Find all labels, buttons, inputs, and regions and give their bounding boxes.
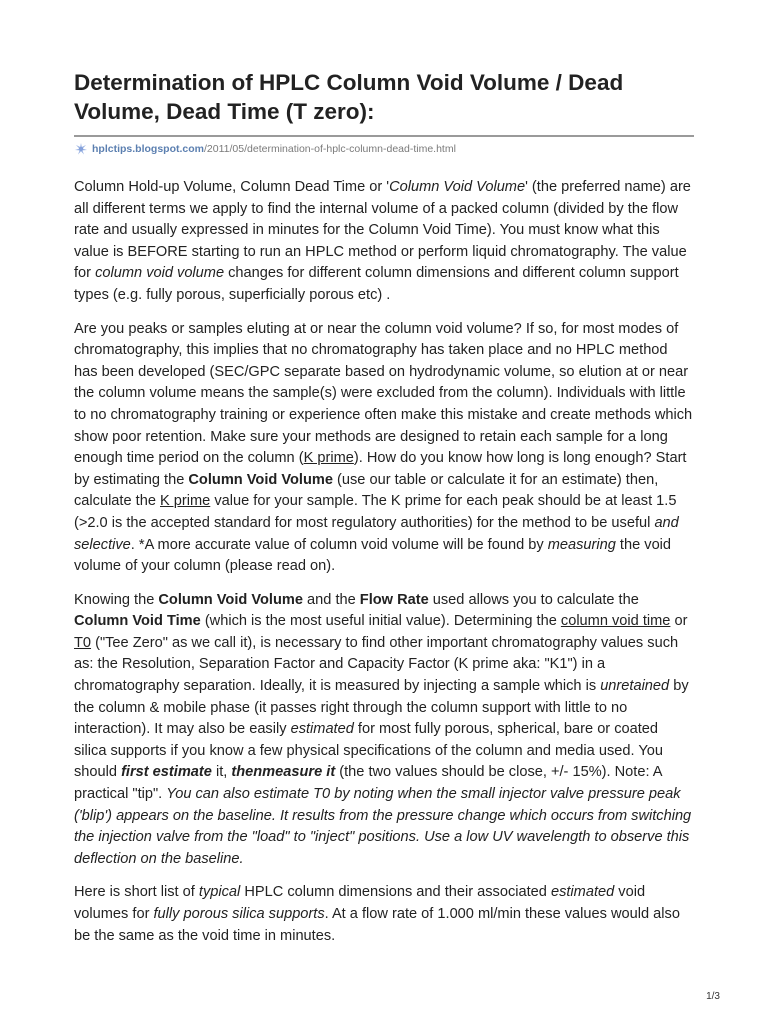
source-path[interactable]: /2011/05/determination-of-hplc-column-dead-time.html xyxy=(204,143,456,155)
paragraph-intro: Column Hold-up Volume, Column Dead Time or 'Column Void Volume' (the preferred name) are all different terms we apply to find the internal volume of a packed column (divided by the flow rate and usually expressed in minutes for the Column Void Time). You must know what this value is BEFORE starting to run an HPLC method or perform liquid chromatography. The value for column void volume changes for different column dimensions and different column support types (e.g. fully porous, superficially porous etc) . xyxy=(74,179,691,303)
blogger-favicon-icon xyxy=(74,142,88,156)
t0-link[interactable]: T0 xyxy=(74,634,92,651)
source-domain[interactable]: hplctips.blogspot.com xyxy=(92,143,204,155)
document-page xyxy=(74,68,694,947)
paragraph-void-time: Knowing the Column Void Volume and the Flow Rate used allows you to calculate the Column Void Time (which is the most useful initial value). Determining the column void time or T0 ("Tee Zero" as we call it), is necessary to find other important chromatography values such as: the Resolution, Separation Factor and Capacity Factor (K prime aka: "K1") in a chromatography separation. Ideally, it is measured by injecting a sample which is unretained by the column & mobile phase (it passes right through the column support with little to no interaction). It may also be easily estimated for most fully porous, spherical, bare or coated silica supports if you know a few physical specifications of the column and media used. You should first estimate it, thenmeasure it (the two values should be close, +/- 15%). Note: A practical "tip". You can also estimate T0 by noting when the small injector valve pressure peak ('blip') appears on the baseline. It results from the pressure change which occurs from switching the injection valve from the "load" to "inject" positions. Use a low UV wavelength to observe this deflection on the baseline. xyxy=(74,591,692,867)
paragraph-column-list: Here is short list of typical HPLC column dimensions and their associated estimated void volumes for fully porous silica supports. At a flow rate of 1.000 ml/min these values would also be the same as the void time in minutes. xyxy=(74,884,680,944)
k-prime-link-2[interactable]: K prime xyxy=(160,493,211,510)
k-prime-link[interactable]: K prime xyxy=(303,450,354,467)
paragraph-void-elution: Are you peaks or samples eluting at or near the column void volume? If so, for most modes of chromatography, this implies that no chromatography has taken place and no HPLC method has been developed (SEC/GPC separate based on hydrodynamic volume, so elution at or near the column volume means the sample(s) were excluded from the column). Individuals with little to no chromatography training or experience often make this mistake and create methods which show poor retention. Make sure your methods are designed to retain each sample for a long enough time period on the column (K prime). How do you know how long is long enough? Start by estimating the Column Void Volume (use our table or calculate it for an estimate) then, calculate the K prime value for your sample. The K prime for each peak should be at least 1.5 (>2.0 is the accepted standard for most regulatory authorities) for the method to be useful and selective. *A more accurate value of column void volume will be found by measuring the void volume of your column (please read on). xyxy=(74,320,693,575)
source-url[interactable] xyxy=(74,141,694,157)
page-title: Determination of HPLC Column Void Volume / Dead Volume, Dead Time (T zero): xyxy=(74,70,624,124)
page-number: 1/3 xyxy=(706,991,720,1002)
title-divider xyxy=(74,135,694,137)
column-void-time-link[interactable]: column void time xyxy=(560,613,671,630)
